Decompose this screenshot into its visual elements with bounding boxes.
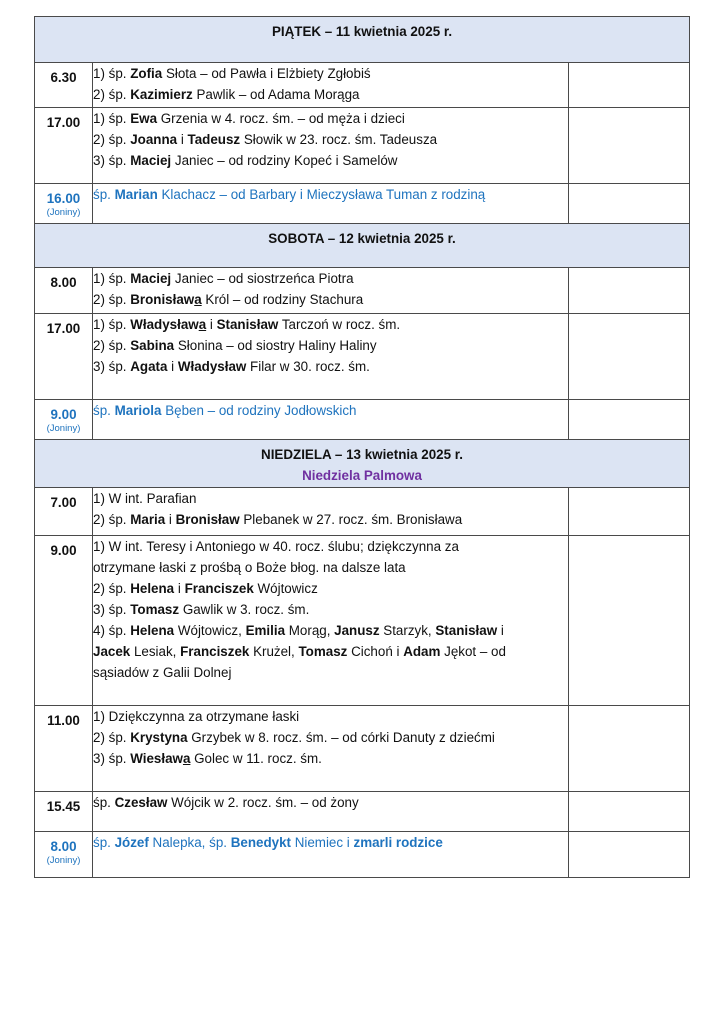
intention-line <box>93 832 568 853</box>
intention-name: Emilia <box>245 623 286 638</box>
mass-notes-cell <box>569 400 690 440</box>
intention-text: Król – od rodziny Stachura <box>201 292 364 307</box>
intention-text: 2) śp. <box>93 581 131 596</box>
mass-schedule-table <box>34 16 690 878</box>
mass-intentions-cell <box>93 268 569 314</box>
mass-intentions-cell <box>93 792 569 832</box>
intention-text: śp. <box>93 795 115 810</box>
intention-line <box>93 641 568 662</box>
intention-text: 2) śp. <box>93 512 131 527</box>
intention-text: śp. <box>93 835 115 850</box>
intention-name: Stanisław <box>216 317 279 332</box>
mass-notes-cell <box>569 63 690 108</box>
day-header <box>35 440 690 488</box>
day-title: SOBOTA – 12 kwietnia 2025 r. <box>268 231 456 246</box>
intention-text: Starzyk, <box>379 623 436 638</box>
intention-text: śp. <box>93 403 115 418</box>
intention-text: Filar w 30. rocz. śm. <box>246 359 370 374</box>
intention-text: 2) śp. <box>93 730 131 745</box>
mass-time-cell <box>35 184 93 224</box>
intention-line <box>93 184 568 205</box>
mass-notes-cell <box>569 314 690 400</box>
intention-text: i <box>497 623 504 638</box>
day-subtitle: Niedziela Palmowa <box>302 468 422 483</box>
day-header-row <box>35 17 690 63</box>
intention-line <box>93 63 568 84</box>
mass-time: 8.00 <box>50 839 77 854</box>
intention-text: 2) śp. <box>93 132 131 147</box>
intention-line <box>93 748 568 769</box>
mass-notes-cell <box>569 832 690 878</box>
mass-row <box>35 63 690 108</box>
intention-text: Niemiec i <box>290 835 354 850</box>
intention-text: 1) Dziękczynna za otrzymane łaski <box>93 709 300 724</box>
intention-line <box>93 578 568 599</box>
intention-text: 2) śp. <box>93 292 131 307</box>
mass-row <box>35 488 690 536</box>
mass-notes-cell <box>569 536 690 706</box>
mass-time-cell <box>35 488 93 536</box>
mass-time: 17.00 <box>46 115 81 130</box>
intention-text: Morąg, <box>285 623 335 638</box>
intention-name: Kazimierz <box>130 87 193 102</box>
intention-line <box>93 536 568 557</box>
intention-line <box>93 706 568 727</box>
mass-row <box>35 314 690 400</box>
intention-name: a <box>198 317 207 332</box>
mass-time-cell <box>35 706 93 792</box>
mass-time-cell <box>35 832 93 878</box>
intention-name: Bronisław <box>130 292 195 307</box>
intention-name: Helena <box>130 623 175 638</box>
intention-text: Krużel, <box>249 644 299 659</box>
intention-name: a <box>194 292 202 307</box>
intention-line <box>93 620 568 641</box>
intention-text: i <box>167 359 178 374</box>
intention-name: Zofia <box>130 66 163 81</box>
intention-line <box>93 129 568 150</box>
intention-name: Adam <box>403 644 441 659</box>
intention-line <box>93 150 568 171</box>
day-title: NIEDZIELA – 13 kwietnia 2025 r. <box>261 447 463 462</box>
intention-text: Plebanek w 27. rocz. śm. Bronisława <box>239 512 463 527</box>
intention-line <box>93 509 568 530</box>
day-title: PIĄTEK – 11 kwietnia 2025 r. <box>271 24 453 39</box>
mass-time: 8.00 <box>50 275 77 290</box>
intention-text: 1) W int. Parafian <box>93 491 197 506</box>
mass-row <box>35 268 690 314</box>
intention-name: Władysław <box>177 359 247 374</box>
intention-name: Helena <box>130 581 175 596</box>
mass-row <box>35 792 690 832</box>
intention-text: Tarczoń w rocz. śm. <box>278 317 401 332</box>
intention-text: i <box>165 512 176 527</box>
mass-time-cell <box>35 400 93 440</box>
mass-time: 17.00 <box>46 321 81 336</box>
mass-time-cell <box>35 536 93 706</box>
intention-text: Grzenia w 4. rocz. śm. – od męża i dzieci <box>157 111 405 126</box>
intention-name: Czesław <box>114 795 168 810</box>
mass-notes-cell <box>569 108 690 184</box>
intention-text: 3) śp. <box>93 751 131 766</box>
intention-text: 3) śp. <box>93 602 131 617</box>
intention-text: Wójtowicz, <box>174 623 246 638</box>
intention-name: Mariola <box>114 403 162 418</box>
intention-name: Tomasz <box>298 644 348 659</box>
intention-name: Franciszek <box>180 644 250 659</box>
mass-time-cell <box>35 108 93 184</box>
intention-text: Wójtowicz <box>253 581 318 596</box>
mass-row <box>35 400 690 440</box>
mass-intentions-cell <box>93 536 569 706</box>
intention-text: Bęben – od rodziny Jodłowskich <box>161 403 357 418</box>
intention-text: Nalepka, śp. <box>148 835 231 850</box>
intention-text: 3) śp. <box>93 153 131 168</box>
intention-name: Stanisław <box>435 623 498 638</box>
intention-text: 1) śp. <box>93 271 131 286</box>
intention-text: sąsiadów z Galii Dolnej <box>93 665 232 680</box>
intention-name: Wiesław <box>130 751 183 766</box>
intention-text: 1) śp. <box>93 66 131 81</box>
mass-time: 11.00 <box>47 713 80 728</box>
mass-time-cell <box>35 792 93 832</box>
mass-intentions-cell <box>93 184 569 224</box>
intention-text: Janiec – od siostrzeńca Piotra <box>171 271 354 286</box>
intention-text: Grzybek w 8. rocz. śm. – od córki Danuty z dziećmi <box>187 730 495 745</box>
day-header-row <box>35 224 690 268</box>
intention-name: Ewa <box>130 111 158 126</box>
intention-name: Janusz <box>334 623 380 638</box>
intention-text: Cichoń i <box>347 644 404 659</box>
intention-line <box>93 108 568 129</box>
mass-intentions-cell <box>93 488 569 536</box>
mass-row <box>35 832 690 878</box>
day-header-row <box>35 440 690 488</box>
intention-text: 2) śp. <box>93 338 131 353</box>
day-header <box>35 224 690 268</box>
intention-text: Słota – od Pawła i Elżbiety Zgłobiś <box>162 66 371 81</box>
mass-time: 6.30 <box>50 70 77 85</box>
mass-notes-cell <box>569 792 690 832</box>
intention-text: Gawlik w 3. rocz. śm. <box>179 602 310 617</box>
intention-line <box>93 314 568 335</box>
schedule-body <box>35 17 690 878</box>
mass-time: 15.45 <box>46 799 81 814</box>
mass-intentions-cell <box>93 400 569 440</box>
mass-row <box>35 706 690 792</box>
intention-line <box>93 488 568 509</box>
intention-text: 1) W int. Teresy i Antoniego w 40. rocz. ślubu; dziękczynna za <box>93 539 459 554</box>
intention-name: Krystyna <box>130 730 188 745</box>
intention-name: Agata <box>130 359 168 374</box>
intention-name: Józef <box>114 835 149 850</box>
intention-text: śp. <box>93 187 115 202</box>
intention-text: i <box>174 581 185 596</box>
intention-name: Maciej <box>130 153 172 168</box>
intention-text: Wójcik w 2. rocz. śm. – od żony <box>167 795 359 810</box>
mass-row <box>35 536 690 706</box>
mass-intentions-cell <box>93 63 569 108</box>
intention-text: 2) śp. <box>93 87 131 102</box>
intention-line <box>93 727 568 748</box>
mass-intentions-cell <box>93 832 569 878</box>
intention-text: i <box>177 132 188 147</box>
mass-time-cell <box>35 314 93 400</box>
intention-line <box>93 662 568 683</box>
mass-time: 9.00 <box>50 543 77 558</box>
intention-text: 1) śp. <box>93 317 131 332</box>
intention-name: Bronisław <box>175 512 240 527</box>
intention-name: Maria <box>130 512 166 527</box>
intention-line <box>93 400 568 421</box>
intention-name: Tadeusz <box>187 132 241 147</box>
intention-text: Słowik w 23. rocz. śm. Tadeusza <box>240 132 438 147</box>
intention-name: Marian <box>114 187 158 202</box>
mass-notes-cell <box>569 706 690 792</box>
intention-name: Maciej <box>130 271 172 286</box>
mass-notes-cell <box>569 268 690 314</box>
mass-location: (Joniny) <box>46 207 81 218</box>
intention-text: Golec w 11. rocz. śm. <box>190 751 322 766</box>
mass-notes-cell <box>569 488 690 536</box>
intention-line <box>93 356 568 377</box>
intention-name: Benedykt <box>230 835 291 850</box>
intention-line <box>93 557 568 578</box>
intention-text: 3) śp. <box>93 359 131 374</box>
mass-notes-cell <box>569 184 690 224</box>
intention-name: Jacek <box>93 644 131 659</box>
intention-text: i <box>206 317 217 332</box>
mass-location: (Joniny) <box>46 855 81 866</box>
intention-text: Pawlik – od Adama Morąga <box>192 87 360 102</box>
intention-text: otrzymane łaski z prośbą o Boże błog. na dalsze lata <box>93 560 406 575</box>
mass-time: 16.00 <box>46 191 81 206</box>
intention-name: zmarli rodzice <box>353 835 443 850</box>
intention-line <box>93 335 568 356</box>
intention-line <box>93 268 568 289</box>
mass-row <box>35 184 690 224</box>
intention-line <box>93 599 568 620</box>
intention-name: Sabina <box>130 338 175 353</box>
intention-line <box>93 792 568 813</box>
intention-text: 1) śp. <box>93 111 131 126</box>
intention-text: Jękot – od <box>440 644 506 659</box>
intention-text: 4) śp. <box>93 623 131 638</box>
intention-line <box>93 84 568 105</box>
mass-time-cell <box>35 63 93 108</box>
mass-intentions-cell <box>93 108 569 184</box>
mass-time: 9.00 <box>50 407 77 422</box>
intention-name: Władysław <box>130 317 199 332</box>
mass-time: 7.00 <box>50 495 77 510</box>
intention-name: Franciszek <box>184 581 254 596</box>
intention-text: Janiec – od rodziny Kopeć i Samelów <box>171 153 398 168</box>
mass-intentions-cell <box>93 706 569 792</box>
day-header <box>35 17 690 63</box>
mass-location: (Joniny) <box>46 423 81 434</box>
intention-text: Lesiak, <box>130 644 181 659</box>
intention-name: a <box>182 751 191 766</box>
mass-row <box>35 108 690 184</box>
mass-intentions-cell <box>93 314 569 400</box>
intention-text: Klachacz – od Barbary i Mieczysława Tuman z rodziną <box>157 187 486 202</box>
mass-time-cell <box>35 268 93 314</box>
intention-line <box>93 289 568 310</box>
intention-name: Tomasz <box>130 602 180 617</box>
intention-name: Joanna <box>130 132 178 147</box>
intention-text: Słonina – od siostry Haliny Haliny <box>174 338 377 353</box>
